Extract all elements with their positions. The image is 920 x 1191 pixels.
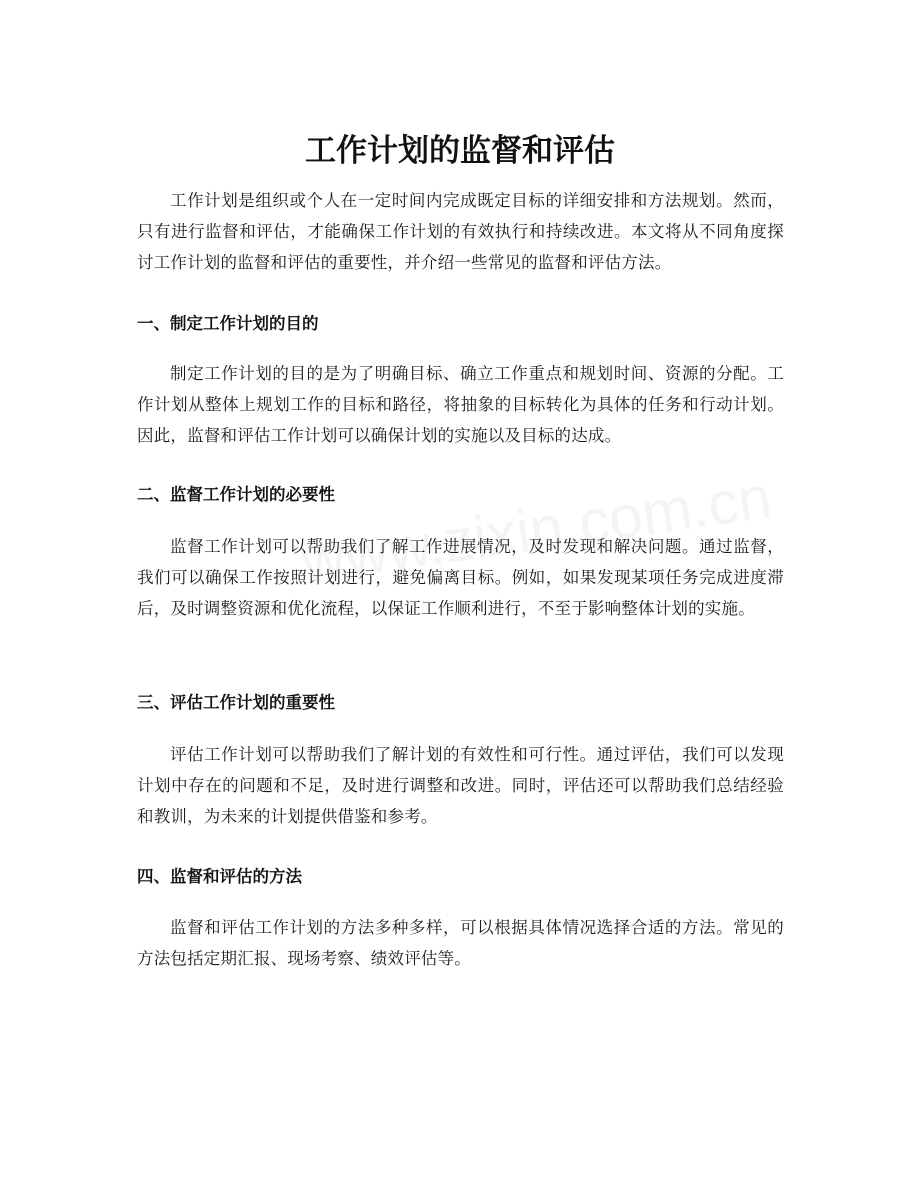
section-heading-2: 二、监督工作计划的必要性 [137,485,335,504]
section-body-4: 监督和评估工作计划的方法多种多样，可以根据具体情况选择合适的方法。常见的方法包括定期汇报、现场考察、绩效评估等。 [137,918,784,968]
section-body-3: 评估工作计划可以帮助我们了解计划的有效性和可行性。通过评估，我们可以发现计划中存在的问题和不足，及时进行调整和改进。同时，评估还可以帮助我们总结经验和教训，为未来的计划提供借鉴和参考。 [137,745,784,826]
section-body-1: 制定工作计划的目的是为了明确目标、确立工作重点和规划时间、资源的分配。工作计划从整体上规划工作的目标和路径，将抽象的目标转化为具体的任务和行动计划。因此，监督和评估工作计划可以确保计划的实施以及目标的达成。 [137,364,784,445]
page-title: 工作计划的监督和评估 [305,132,615,169]
section-heading-3: 三、评估工作计划的重要性 [137,693,335,712]
section-heading-4: 四、监督和评估的方法 [137,867,302,886]
intro-paragraph: 工作计划是组织或个人在一定时间内完成既定目标的详细安排和方法规划。然而，只有进行监督和评估，才能确保工作计划的有效执行和持续改进。本文将从不同角度探讨工作计划的监督和评估的重要性，并介绍一些常见的监督和评估方法。 [137,191,784,272]
section-body-2: 监督工作计划可以帮助我们了解工作进展情况，及时发现和解决问题。通过监督，我们可以确保工作按照计划进行，避免偏离目标。例如，如果发现某项任务完成进度滞后，及时调整资源和优化流程，以保证工作顺利进行，不至于影响整体计划的实施。 [137,537,784,618]
section-heading-1: 一、制定工作计划的目的 [137,314,319,333]
